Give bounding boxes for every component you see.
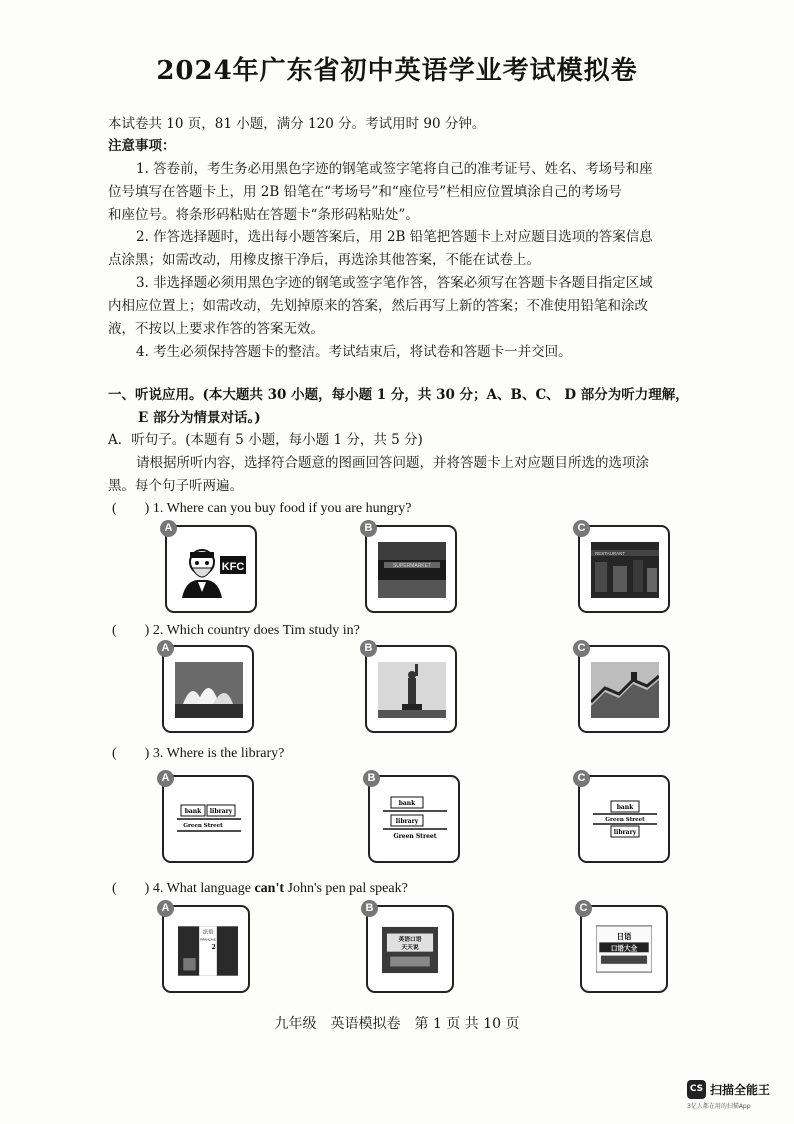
question-3 bbox=[112, 742, 284, 762]
answer-blank: ( ) bbox=[112, 881, 150, 896]
option-label: C bbox=[573, 640, 590, 657]
q1-option-c[interactable] bbox=[577, 522, 670, 613]
page-footer: 九年级 英语模拟卷 第 1 页 共 10 页 bbox=[274, 1016, 520, 1032]
option-label: C bbox=[573, 770, 590, 787]
question-text: 1. Where can you buy food if you are hungry? bbox=[152, 501, 412, 516]
instr-line: 请根据所听内容，选择符合题意的图画回答问题，并将答题卡上对应题目所选的选项涂 bbox=[136, 455, 649, 471]
french-book-cover bbox=[178, 915, 238, 987]
notice-line: 3. 非选择题必须用黑色字迹的钢笔或签字笔作答，答案必须写在答题卡各题目指定区域 bbox=[136, 275, 653, 291]
map-bank: bank bbox=[616, 804, 634, 811]
answer-blank: ( ) bbox=[112, 746, 150, 761]
book-title-2: 口语大全 bbox=[610, 944, 638, 953]
option-label: C bbox=[573, 520, 590, 537]
option-label: B bbox=[361, 900, 378, 917]
map-street: Green Street bbox=[605, 817, 645, 823]
map-library: library bbox=[209, 808, 233, 815]
question-2 bbox=[112, 619, 360, 639]
q3-option-a[interactable] bbox=[161, 772, 254, 863]
q1-option-a[interactable] bbox=[164, 522, 257, 613]
option-label: A bbox=[157, 640, 174, 657]
map-library: library bbox=[613, 829, 637, 836]
book-title: 法语 bbox=[202, 929, 214, 936]
q3-option-c[interactable] bbox=[577, 772, 670, 863]
option-label: A bbox=[157, 900, 174, 917]
notice-2 bbox=[108, 226, 708, 272]
part-a-instructions bbox=[108, 452, 718, 498]
question-text: John's pen pal speak? bbox=[284, 881, 408, 896]
question-text: 4. What language bbox=[152, 881, 255, 896]
book-title-1: 英语口语 bbox=[398, 936, 422, 943]
map-b-diagram bbox=[381, 791, 449, 847]
q2-option-a[interactable] bbox=[161, 642, 254, 733]
option-label: B bbox=[363, 770, 380, 787]
map-a-diagram bbox=[175, 791, 243, 847]
english-book-cover bbox=[382, 915, 438, 985]
notice-line: 1. 答卷前，考生务必用黑色字迹的钢笔或签字笔将自己的准考证号、姓名、考场号和座 bbox=[136, 161, 653, 177]
question-text: 2. Which country does Tim study in? bbox=[152, 623, 360, 638]
notice-line: 点涂黑；如需改动，用橡皮擦干净后，再选涂其他答案，不能在试卷上。 bbox=[108, 252, 540, 268]
answer-blank: ( ) bbox=[112, 501, 150, 516]
book-subtitle: FRANÇAIS bbox=[200, 937, 216, 942]
opera-house-photo bbox=[175, 662, 243, 718]
street-sign-text: RESTAURANT bbox=[595, 551, 626, 556]
option-label: A bbox=[160, 520, 177, 537]
q3-option-b[interactable] bbox=[367, 772, 460, 863]
map-street: Green Street bbox=[183, 823, 223, 829]
q4-option-c[interactable] bbox=[579, 902, 668, 993]
part-a-heading: A．听句子。(本题有 5 小题，每小题 1 分，共 5 分) bbox=[108, 432, 423, 448]
book-title-1: 日语 bbox=[616, 932, 632, 942]
kfc-text: KFC bbox=[221, 561, 245, 573]
notice-line: 内相应位置上；如需改动，先划掉原来的答案，然后再写上新的答案；不准使用铅笔和涂改 bbox=[108, 298, 648, 314]
answer-blank: ( ) bbox=[112, 623, 150, 638]
notice-line: 2. 作答选择题时，选出每小题答案后，用 2B 铅笔把答题卡上对应题目选项的答案信息 bbox=[136, 229, 653, 245]
q2-option-c[interactable] bbox=[577, 642, 670, 733]
statue-of-liberty-photo bbox=[378, 662, 446, 718]
map-street: Green Street bbox=[393, 833, 437, 840]
map-bank: bank bbox=[184, 808, 202, 815]
q1-option-b[interactable] bbox=[364, 522, 457, 613]
mall-sign-text: SUPERMARKET bbox=[392, 563, 432, 569]
notice-line: 位号填写在答题卡上，用 2B 铅笔在“考场号”和“座位号”栏相应位置填涂自己的考场号 bbox=[108, 184, 622, 200]
kfc-logo-image bbox=[178, 542, 246, 598]
section-line: E 部分为情景对话。) bbox=[138, 410, 261, 426]
notice-1 bbox=[108, 158, 708, 227]
scanner-watermark bbox=[687, 1080, 770, 1110]
supermarket-photo bbox=[378, 542, 446, 598]
notice-3 bbox=[108, 272, 708, 341]
map-c-diagram bbox=[591, 791, 659, 847]
notice-line: 4. 考生必须保持答题卡的整洁。考试结束后，将试卷和答题卡一并交回。 bbox=[136, 344, 572, 360]
map-library: library bbox=[395, 818, 419, 825]
book-title-2: 天天说 bbox=[401, 945, 419, 952]
notice-heading: 注意事项： bbox=[108, 138, 176, 154]
option-label: C bbox=[575, 900, 592, 917]
page-title: 2024年广东省初中英语学业考试模拟卷 bbox=[156, 56, 638, 86]
q4-option-b[interactable] bbox=[365, 902, 454, 993]
book-volume: 2 bbox=[211, 944, 216, 952]
question-emphasis: can't bbox=[254, 881, 284, 896]
exam-intro: 本试卷共 10 页，81 小题，满分 120 分。考试用时 90 分钟。 bbox=[108, 116, 486, 132]
notice-4 bbox=[108, 341, 708, 364]
camscanner-logo-icon: CS bbox=[687, 1080, 706, 1099]
instr-line: 黑。每个句子听两遍。 bbox=[108, 478, 243, 494]
notice-line: 液，不按以上要求作答的答案无效。 bbox=[108, 321, 324, 337]
japanese-book-cover bbox=[596, 913, 652, 985]
question-1 bbox=[112, 497, 412, 517]
question-4 bbox=[112, 877, 408, 897]
option-label: A bbox=[157, 770, 174, 787]
great-wall-photo bbox=[591, 662, 659, 718]
q2-option-b[interactable] bbox=[364, 642, 457, 733]
map-bank: bank bbox=[398, 800, 416, 807]
option-label: B bbox=[360, 640, 377, 657]
scanner-tagline: 3亿人都在用的扫描App bbox=[687, 1103, 751, 1110]
street-food-photo bbox=[591, 542, 659, 598]
question-text: 3. Where is the library? bbox=[152, 746, 285, 761]
section-line: 一、听说应用。(本大题共 30 小题，每小题 1 分，共 30 分；A、B、C、 D 部分为听力理解， bbox=[108, 387, 689, 403]
option-label: B bbox=[360, 520, 377, 537]
scanner-name: 扫描全能王 bbox=[710, 1083, 771, 1097]
notice-line: 和座位号。将条形码粘贴在答题卡“条形码粘贴处”。 bbox=[108, 207, 419, 223]
q4-option-a[interactable] bbox=[161, 902, 250, 993]
section-one-heading bbox=[108, 384, 718, 430]
